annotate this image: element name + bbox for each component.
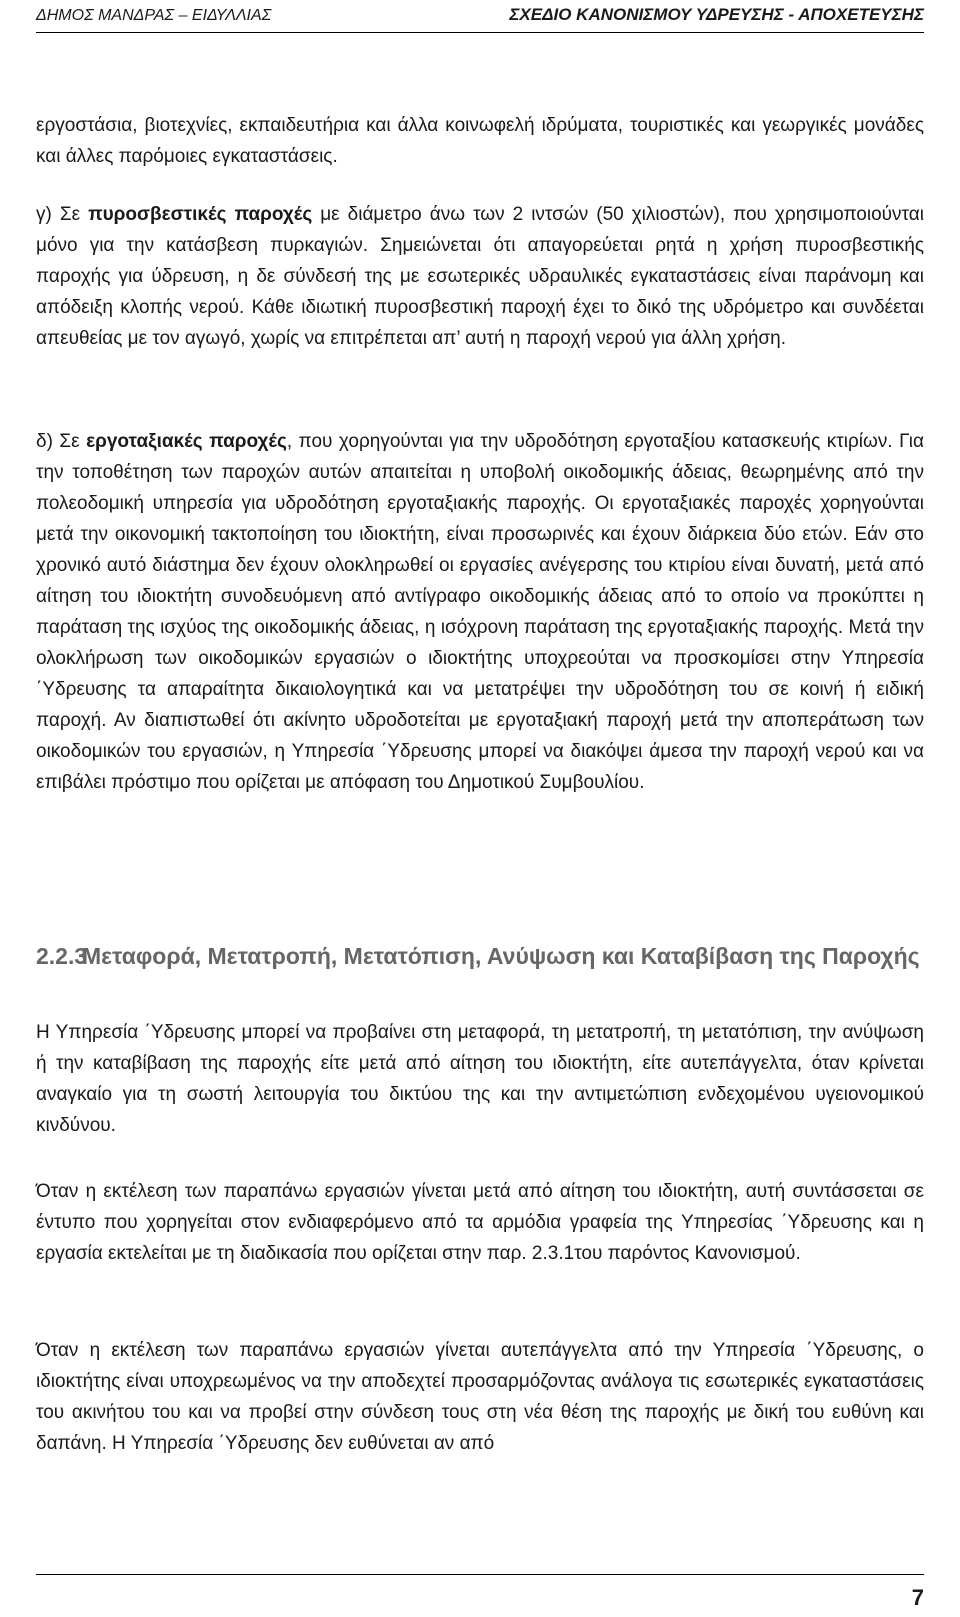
paragraph-bold-term: πυροσβεστικές παροχές xyxy=(88,204,313,225)
section-number: 2.2.3 xyxy=(36,943,88,969)
paragraph-transfer xyxy=(36,1017,924,1141)
page-header xyxy=(36,4,924,33)
header-document-title: ΣΧΕΔΙΟ ΚΑΝΟΝΙΣΜΟΥ ΥΔΡΕΥΣΗΣ - ΑΠΟΧΕΤΕΥΣΗΣ xyxy=(509,5,924,24)
paragraph-bold-term: εργοταξιακές παροχές xyxy=(86,431,287,452)
paragraph-text: , που χορηγούνται για την υδροδότηση εργοταξίου κατασκευής κτιρίων. Για την τοποθέτηση των παροχών αυτών απαιτείται η υποβολή οικοδομικής άδειας, θεωρημένης από την πολεοδομική υπηρεσία για υδροδότηση εργοταξιακής παροχής. Οι εργοταξιακές παροχές χορηγούνται μετά την οικονομική τακτοποίηση του ιδιοκτήτη, είναι προσωρινές και έχουν διάρκεια δύο ετών. Εάν στο χρονικό αυτό διάστημα δεν έχουν ολοκληρωθεί οι εργασίες ανέγερσης του κτιρίου είναι δυνατή, μετά από αίτηση του ιδιοκτήτη συνοδευόμενη από αντίγραφο οικοδομικής άδειας από το οποίο να προκύπτει η παράταση της ισχύος της οικοδομικής άδειας, η ισόχρονη παράταση της εργοταξιακής παροχής. Μετά την ολοκλήρωση των οικοδομικών εργασιών ο ιδιοκτήτης υποχρεούται να προσκομίσει στην Υπηρεσία ΄Υδρευσης τα απαραίτητα δικαιολογητικά και να μετατρέψει την υδροδότηση του σε κοινή ή ειδική παροχή. Αν διαπιστωθεί ότι ακίνητο υδροδοτείται με εργοταξιακή παροχή μετά την αποπεράτωση των οικοδομικών του εργασιών, η Υπηρεσία ΄Υδρευσης μπορεί να διακόψει άμεσα την παροχή νερού και να επιβάλει πρόστιμο που ορίζεται με απόφαση του Δημοτικού Συμβουλίου. xyxy=(36,431,924,793)
paragraph-fire-supplies xyxy=(36,199,924,354)
paragraph-text: Όταν η εκτέλεση των παραπάνω εργασιών γίνεται μετά από αίτηση του ιδιοκτήτη, αυτή συντάσσεται σε έντυπο που χορηγείται στον ενδιαφερόμενο από τα αρμόδια γραφεία της Υπηρεσίας ΄Υδρευσης και η εργασία εκτελείται με τη διαδικασία που ορίζεται στην παρ. 2.3.1του παρόντος Κανονισμού. xyxy=(36,1181,924,1264)
page-number: 7 xyxy=(36,1574,924,1611)
paragraph-text: Η Υπηρεσία ΄Υδρευσης μπορεί να προβαίνει στη μεταφορά, τη μετατροπή, τη μετατόπιση, την ανύψωση ή την καταβίβαση της παροχής είτε μετά από αίτηση του ιδιοκτήτη, είτε αυτεπάγγελτα, όταν κρίνεται αναγκαίο για τη σωστή λειτουργία του δικτύου της και την αντιμετώπιση ενδεχομένου υγειονομικού κινδύνου. xyxy=(36,1022,924,1136)
paragraph-text: με διάμετρο άνω των 2 ιντσών (50 χιλιοστών), που χρησιμοποιούνται μόνο για την κατάσβεση πυρκαγιών. Σημειώνεται ότι απαγορεύεται ρητά η χρήση πυροσβεστικής παροχής για ύδρευση, η δε σύνδεσή της με εσωτερικές υδραυλικές εγκαταστάσεις είναι παράνομη και απόδειξη κλοπής νερού. Κάθε ιδιωτική πυροσβεστική παροχή έχει το δικό της υδρόμετρο και συνδέεται απευθείας με τον αγωγό, χωρίς να επιτρέπεται απ’ αυτή η παροχή νερού για άλλη χρήση. xyxy=(36,204,924,349)
header-municipality: ΔΗΜΟΣ ΜΑΝΔΡΑΣ – ΕΙΔΥΛΛΙΑΣ xyxy=(36,7,272,24)
paragraph-prefix: δ) Σε xyxy=(36,431,87,452)
paragraph-owner-request xyxy=(36,1176,924,1269)
section-heading xyxy=(36,940,924,972)
section-title: Μεταφορά, Μετατροπή, Μετατόπιση, Ανύψωση και Καταβίβαση της Παροχής xyxy=(82,943,920,969)
paragraph-construction-supplies xyxy=(36,426,924,798)
paragraph-ex-officio xyxy=(36,1335,924,1459)
paragraph-prefix: γ) Σε xyxy=(36,204,89,225)
paragraph-text: εργοστάσια, βιοτεχνίες, εκπαιδευτήρια και άλλα κοινωφελή ιδρύματα, τουριστικές και γεωργικές μονάδες και άλλες παρόμοιες εγκαταστάσεις. xyxy=(36,115,924,167)
paragraph-text: Όταν η εκτέλεση των παραπάνω εργασιών γίνεται αυτεπάγγελτα από την Υπηρεσία ΄Υδρευσης, ο ιδιοκτήτης είναι υποχρεωμένος να την αποδεχτεί προσαρμόζοντας ανάλογα τις εσωτερικές εγκαταστάσεις του ακινήτου του και να προβεί στην σύνδεση τους στη νέα θέση της παροχής με δική του ευθύνη και δαπάνη. Η Υπηρεσία ΄Υδρευσης δεν ευθύνεται αν από xyxy=(36,1340,924,1454)
paragraph-continuation xyxy=(36,110,924,172)
